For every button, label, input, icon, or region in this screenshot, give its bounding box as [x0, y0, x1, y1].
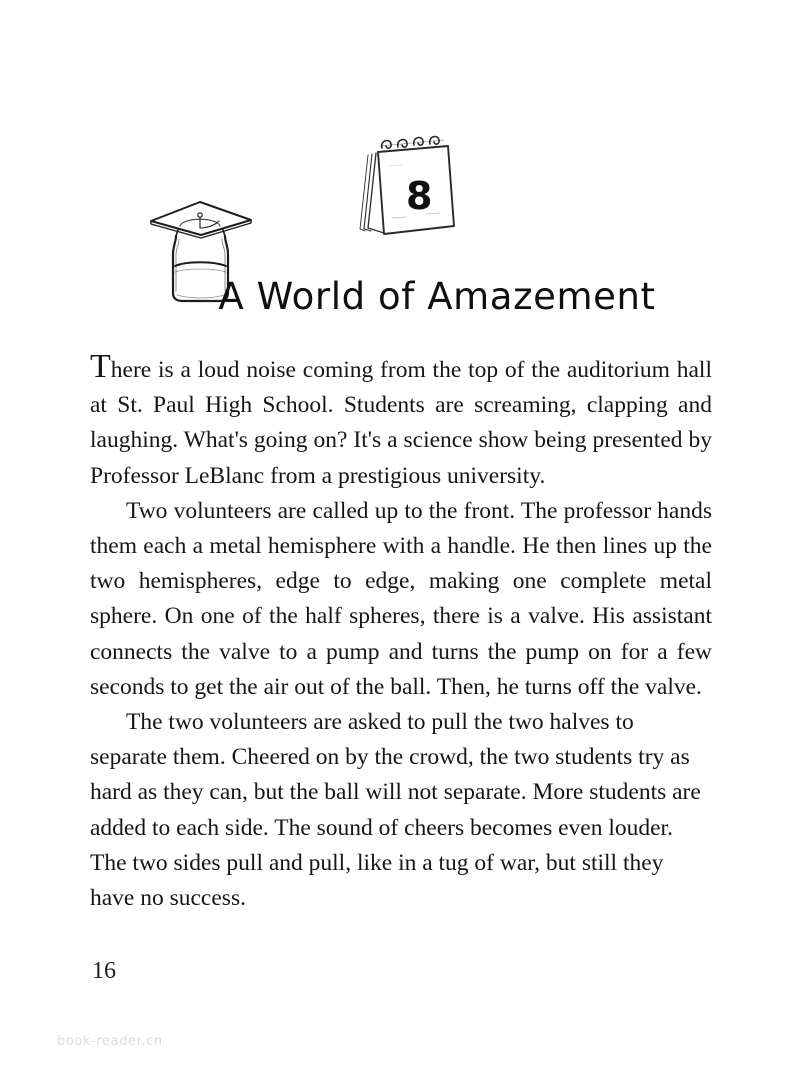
flip-calendar-icon	[344, 132, 472, 244]
chapter-number: 8	[406, 174, 432, 218]
chapter-title: A World of Amazement	[218, 274, 656, 318]
paragraph: The two volunteers are asked to pull the two halves to separate them. Cheered on by the crowd, the two students try as hard as they can, but the ball will not separate. More students are added to each side. The sound of cheers becomes even louder. The two sides pull and pull, like in a tug of war, but still they have no success.	[90, 709, 701, 912]
watermark: book-reader.cn	[57, 1034, 163, 1049]
body-text	[90, 348, 712, 916]
page-number: 16	[92, 958, 116, 984]
paragraph: Two volunteers are called up to the front. The professor hands them each a metal hemisphere with a handle. He then lines up the two hemispheres, edge to edge, making one complete metal sphere. On one of the half spheres, there is a valve. His assistant connects the valve to a pump and turns the pump on for a few seconds to get the air out of the ball. Then, he turns off the valve.	[90, 497, 712, 700]
chapter-header	[0, 118, 800, 318]
paragraph: There is a loud noise coming from the top of the auditorium hall at St. Paul High School. Students are screaming, clapping and laughing. What's going on? It's a science show being presented by Professor LeBlanc from a prestigious university.	[90, 348, 712, 489]
